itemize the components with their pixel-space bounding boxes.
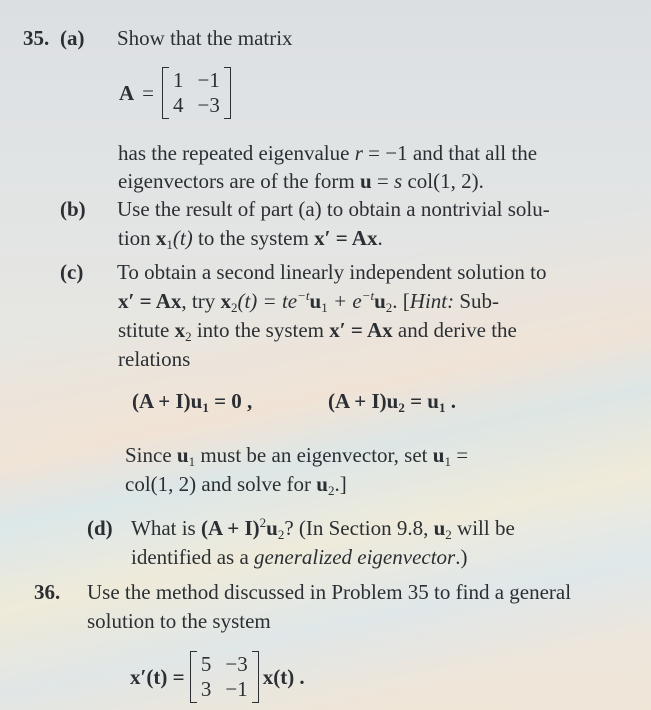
- rhs-expression: x(t) .: [262, 665, 305, 689]
- matrix-entry: −3: [225, 652, 248, 676]
- emphasized-term: generalized eigenvector: [254, 545, 456, 569]
- text: eigenvectors are of the form: [118, 169, 360, 193]
- matrix-entry: −1: [225, 677, 248, 701]
- left-bracket: [162, 67, 169, 119]
- var-t: (t): [172, 226, 193, 250]
- var-s: s: [394, 169, 403, 193]
- expression: = 0 ,: [208, 389, 253, 413]
- text: .): [455, 545, 468, 569]
- part-c-label: (c): [60, 260, 84, 284]
- part-a-intro: Show that the matrix: [117, 26, 293, 50]
- text: stitute: [118, 318, 175, 342]
- matrix-a: [162, 67, 231, 119]
- expression: (A + I): [200, 516, 260, 540]
- system-equation: x′ = Ax: [118, 289, 182, 313]
- matrix-entry: 1: [173, 68, 184, 92]
- matrix-entry: 5: [200, 652, 212, 676]
- text: has the repeated eigenvalue: [118, 141, 355, 165]
- relation-2: $(A + I)u_2 = u_1$ .: [328, 389, 456, 415]
- text: must be an eigenvector, set: [195, 443, 433, 467]
- matrix-entry: −3: [197, 93, 220, 117]
- expression: (A + I)u: [328, 389, 399, 413]
- matrix-a-entries: [169, 68, 224, 118]
- right-bracket: [252, 651, 259, 703]
- expression: (A + I)u: [132, 389, 203, 413]
- exponent: −t: [297, 288, 310, 303]
- part-b-line1: Use the result of part (a) to obtain a nontrivial solu-: [117, 197, 550, 221]
- text: to the system: [192, 226, 315, 250]
- matrix-a-name: A: [119, 81, 135, 105]
- problem-36-system: [130, 651, 305, 703]
- text: .: [377, 226, 383, 250]
- expression: = u: [404, 389, 439, 413]
- var-r: r: [354, 141, 363, 165]
- text: col(1, 2).: [402, 169, 484, 193]
- text: col(1, 2) and solve for: [125, 472, 317, 496]
- vector-x2: x: [220, 289, 231, 313]
- text: ? (In Section 9.8,: [284, 516, 434, 540]
- text: Since: [125, 443, 177, 467]
- vector-u: u: [359, 169, 372, 193]
- text: . [: [392, 289, 410, 313]
- matrix-entry: 3: [200, 677, 212, 701]
- text: What is: [131, 516, 201, 540]
- problem-36-line2: solution to the system: [87, 609, 271, 633]
- exponent: −t: [361, 288, 375, 303]
- system-equation: x′ = Ax: [329, 318, 393, 342]
- matrix-entry: 4: [173, 93, 184, 117]
- vector-u2: u: [266, 516, 278, 540]
- part-c-line3: stitute $x_2$ into the system x′ = Ax and derive the: [118, 318, 517, 344]
- matrix-a-equation: [119, 67, 231, 119]
- problem-36-number: 36.: [34, 580, 61, 604]
- text: =: [450, 443, 469, 467]
- vector-u2: u: [316, 472, 328, 496]
- matrix-entries: [197, 652, 252, 702]
- vector-u1: u: [432, 443, 445, 467]
- vector-u1: u: [309, 289, 322, 313]
- text: into the system: [191, 318, 330, 342]
- equals-sign: =: [142, 81, 155, 105]
- subscript: 2: [230, 300, 238, 315]
- text: = −1 and that all the: [362, 141, 538, 165]
- problem-35-number: 35.: [23, 26, 50, 50]
- text: will be: [451, 516, 515, 540]
- part-c-line4: relations: [118, 347, 191, 371]
- expression: .: [445, 389, 456, 413]
- since-line: Since $u_1$ must be an eigenvector, set $u_1$ =: [125, 443, 469, 469]
- part-a-line1: [118, 139, 537, 167]
- text: tion: [118, 226, 156, 250]
- vector-x2: x: [174, 318, 186, 342]
- text: , try: [181, 289, 221, 313]
- right-bracket: [224, 67, 231, 119]
- subscript: 1: [166, 237, 173, 252]
- vector-u2: u: [374, 289, 386, 313]
- expression: (t) = te: [237, 289, 298, 313]
- lhs-expression: x′(t) =: [130, 665, 190, 689]
- text: .]: [334, 472, 347, 496]
- vector-x1: x: [155, 226, 167, 250]
- part-b-line2: [118, 224, 383, 252]
- problem-36-matrix: [190, 651, 259, 703]
- matrix-entry: −1: [197, 68, 220, 92]
- col-line: col(1, 2) and solve for $u_2$.]: [125, 472, 347, 498]
- hint-label: Hint:: [409, 289, 455, 313]
- left-bracket: [190, 651, 197, 703]
- part-d-line2: [131, 543, 467, 571]
- part-d-label: (d): [87, 516, 113, 540]
- superscript: 2: [259, 515, 267, 530]
- text: and derive the: [392, 318, 517, 342]
- vector-u2: u: [433, 516, 446, 540]
- problem-36-line1: Use the method discussed in Problem 35 to find a general: [87, 580, 572, 604]
- vector-u1: u: [176, 443, 189, 467]
- relation-1: $(A + I)u_1 = 0$ ,: [132, 389, 253, 415]
- part-b-label: (b): [60, 197, 86, 221]
- text: identified as a: [131, 545, 255, 569]
- part-c-line1: To obtain a second linearly independent solution to: [117, 260, 547, 284]
- part-d-line1: What is $(A + I)^2u_2$? (In Section 9.8, $u_2$ will be: [131, 515, 515, 542]
- text: =: [371, 169, 395, 193]
- system-equation: x′ = Ax: [314, 226, 378, 250]
- expression: + e: [327, 289, 362, 313]
- part-a-line2: [118, 167, 484, 195]
- part-c-line2: x′ = Ax, try $x_2(t) = te^{-t}u_1 + e^{-t}u_2$. [Hint: Sub-: [118, 288, 500, 315]
- text: Sub-: [454, 289, 500, 313]
- part-a-label: (a): [60, 26, 85, 50]
